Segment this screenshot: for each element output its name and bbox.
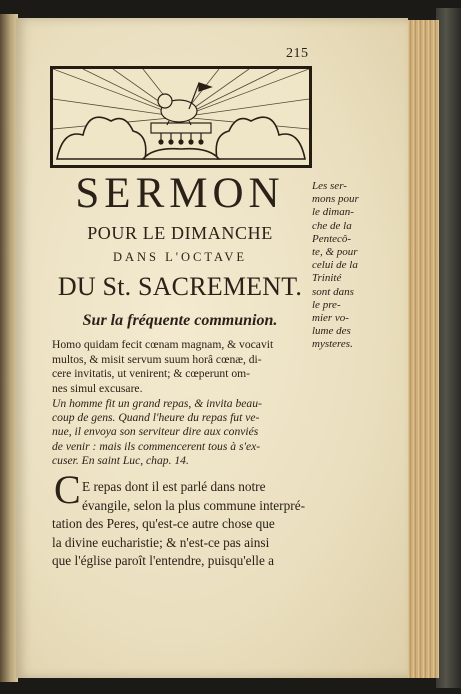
french-line: coup de gens. Quand l'heure du repas fut ve-	[52, 411, 260, 425]
lamb-of-god-engraving-icon	[50, 66, 312, 168]
french-line: Un homme fit un grand repas, & invita beau-	[52, 397, 262, 410]
body-line: tation des Peres, qu'est-ce autre chose que	[52, 516, 275, 532]
sermon-subtitle-sacrement: DU St. SACREMENT.	[57, 272, 303, 301]
margin-note-line: Trinité	[312, 272, 342, 285]
french-line: nue, il envoya son serviteur dire aux conviés	[52, 425, 259, 439]
margin-note-line: Pentecô-	[312, 232, 352, 245]
margin-note-line: Les ser-	[312, 180, 347, 192]
sermon-title: SERMON	[75, 170, 285, 217]
drop-cap: C	[54, 467, 81, 512]
french-translation	[52, 397, 310, 468]
body-line: que l'église paroît l'entendre, puisqu'elle a	[52, 553, 275, 569]
margin-note-line: le pre-	[312, 298, 341, 311]
french-line: de venir : mais ils commencerent tous à s'ex-	[52, 439, 261, 453]
body-line: E repas dont il est parlé dans notre	[82, 479, 266, 494]
body-line: évangile, selon la plus commune interpré-	[82, 497, 306, 513]
french-line: cuser. En saint Luc, chap. 14.	[52, 453, 189, 467]
margin-note-line: mysteres.	[312, 338, 353, 351]
latin-line: Homo quidam fecit cœnam magnam, & vocavit	[52, 338, 274, 351]
sermon-subtitle-octave: DANS L'OCTAVE	[112, 250, 248, 264]
latin-line: multos, & misit servum suum horâ cœnæ, di-	[52, 352, 262, 366]
margin-note-line: mons pour	[312, 193, 359, 206]
margin-note-line: lume des	[312, 325, 351, 338]
sermon-topic: Sur la fréquente communion.	[82, 312, 278, 329]
margin-note-line: te, & pour	[312, 246, 358, 259]
page-number: 215	[286, 46, 309, 61]
page-stack-edge	[405, 20, 439, 678]
margin-note-line: che de la	[312, 219, 352, 232]
body-line: la divine eucharistie; & n'est-ce pas ainsi	[52, 534, 270, 550]
book-cover-edge	[436, 8, 461, 688]
latin-line: nes simul excusare.	[52, 381, 143, 395]
margin-note-line: le diman-	[312, 206, 354, 219]
margin-note-line: mier vo-	[312, 312, 349, 325]
body-paragraph	[52, 478, 310, 571]
latin-line: cere invitatis, ut venirent; & cœperunt om-	[52, 367, 250, 381]
sermon-subtitle-line: POUR LE DIMANCHE	[87, 223, 273, 243]
margin-note-line: celui de la	[312, 259, 358, 272]
latin-epigraph	[52, 338, 310, 396]
margin-note-line: sont dans	[312, 285, 354, 298]
margin-note	[312, 180, 372, 352]
